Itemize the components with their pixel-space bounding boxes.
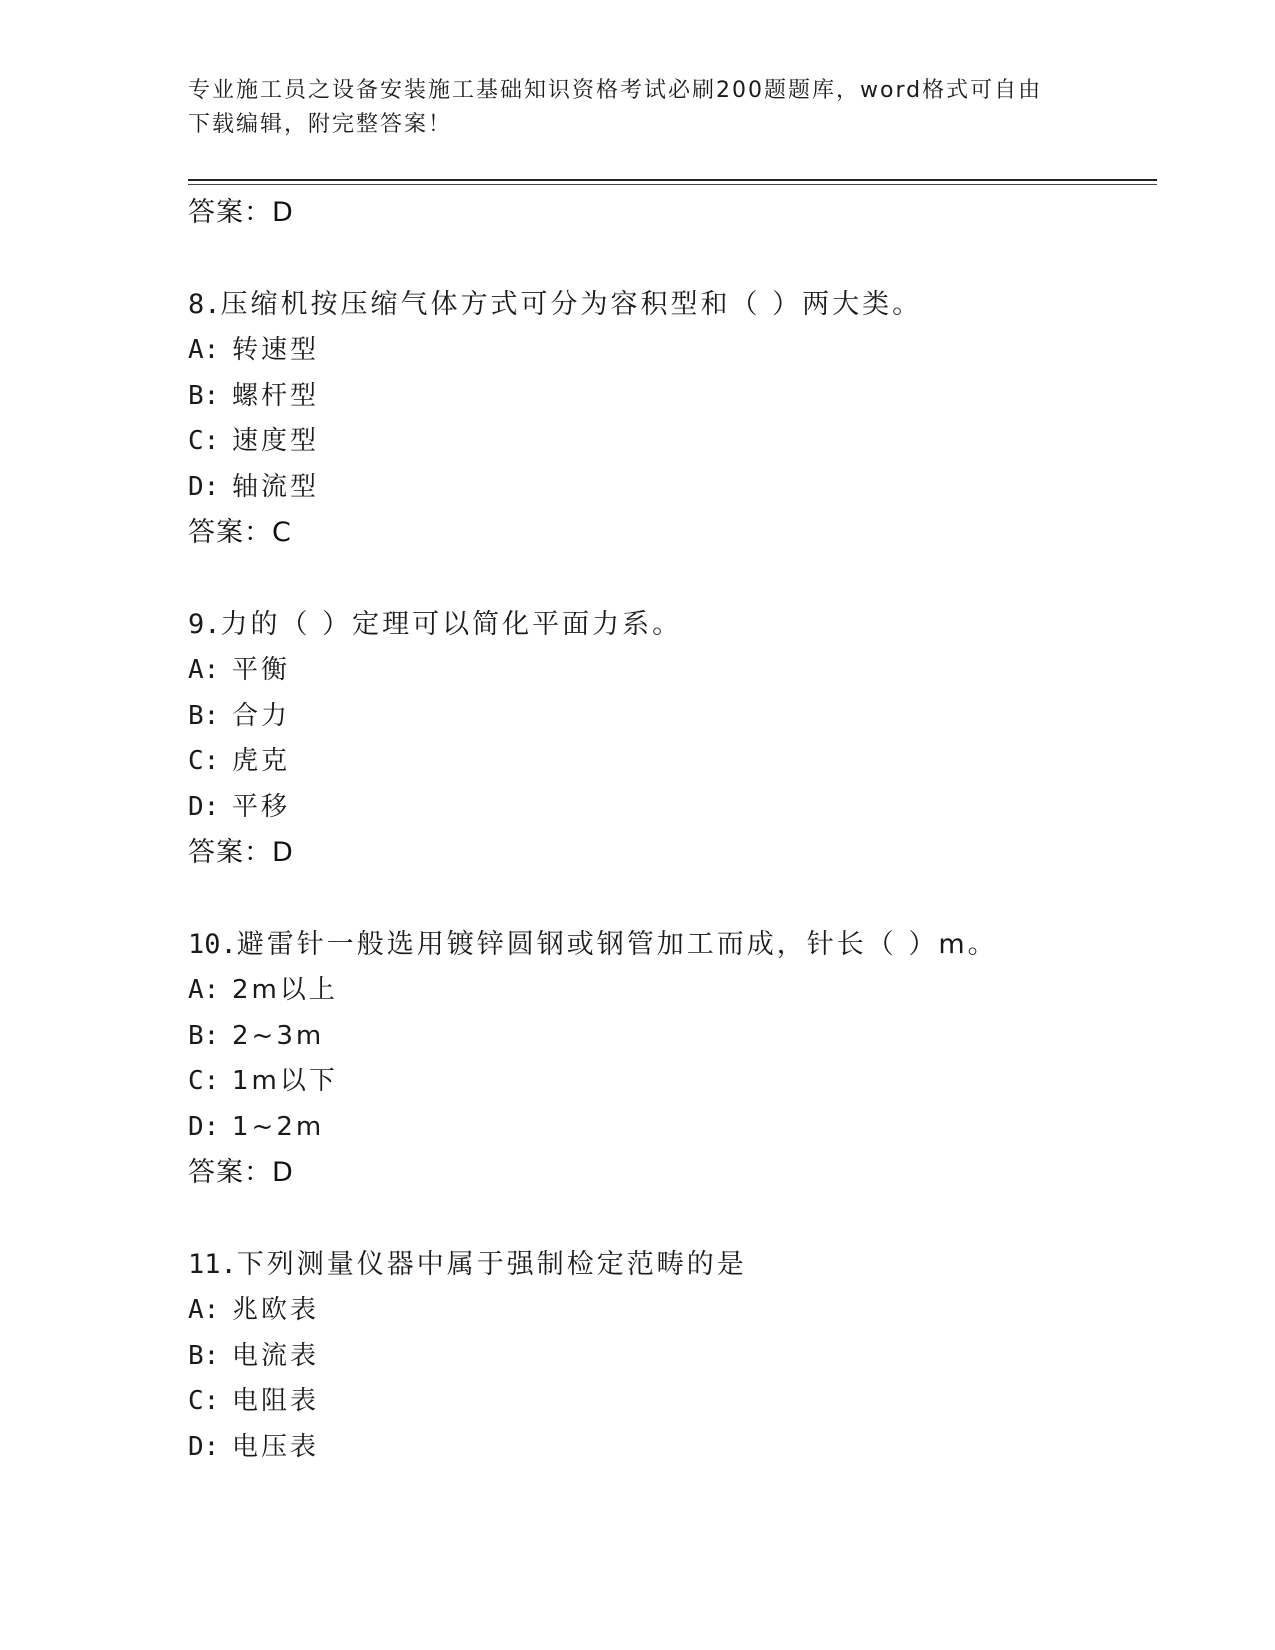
question-text <box>188 1242 1148 1288</box>
question-stem: 下列测量仪器中属于强制检定范畴的是 <box>236 1249 747 1280</box>
option-text: 兆欧表 <box>232 1295 320 1325</box>
option-text: 2~3m <box>232 1020 325 1051</box>
option-text: 平移 <box>232 791 291 822</box>
answer-option <box>188 1014 1148 1060</box>
option-text: 平衡 <box>232 655 291 685</box>
answer-option <box>188 1059 1148 1105</box>
option-text: 合力 <box>232 700 291 731</box>
answer-option <box>188 694 1148 740</box>
option-letter: B: <box>188 1340 220 1371</box>
option-letter: C: <box>188 426 220 456</box>
option-text: 虎克 <box>232 746 291 776</box>
answer-option <box>188 739 1148 785</box>
option-letter: D: <box>188 1111 220 1142</box>
option-letter: D: <box>188 471 220 502</box>
answer-key: 答案：D <box>188 1157 294 1188</box>
answer-option <box>188 1105 1148 1151</box>
option-letter: B: <box>188 700 220 731</box>
previous-answer: 答案：D <box>188 197 294 228</box>
option-letter: C: <box>188 746 220 776</box>
answer-option <box>188 328 1148 374</box>
option-letter: B: <box>188 380 220 411</box>
question-block <box>188 602 1148 876</box>
option-text: 轴流型 <box>232 471 320 502</box>
option-text: 电阻表 <box>232 1386 320 1416</box>
option-text: 转速型 <box>232 335 320 365</box>
question-stem: 力的（ ）定理可以简化平面力系。 <box>220 609 683 640</box>
question-number: 9. <box>188 609 221 640</box>
header-line-2: 下载编辑，附完整答案！ <box>188 112 453 137</box>
question-stem: 避雷针一般选用镀锌圆钢或钢管加工而成，针长（ ）m。 <box>236 929 998 960</box>
question-text <box>188 282 1148 328</box>
answer-option <box>188 1379 1148 1425</box>
header-divider-thin <box>188 184 1157 185</box>
answer-key: 答案：D <box>188 837 294 868</box>
option-letter: C: <box>188 1066 220 1096</box>
option-text: 电流表 <box>232 1340 320 1371</box>
option-text: 2m以上 <box>232 975 338 1005</box>
option-letter: D: <box>188 791 220 822</box>
document-header <box>188 74 1088 142</box>
option-letter: C: <box>188 1386 220 1416</box>
option-letter: A: <box>188 1295 220 1325</box>
answer-option <box>188 968 1148 1014</box>
answer-option <box>188 1334 1148 1380</box>
header-divider-thick <box>188 179 1157 181</box>
option-text: 1~2m <box>232 1111 325 1142</box>
option-letter: D: <box>188 1431 220 1462</box>
option-letter: B: <box>188 1020 220 1051</box>
option-text: 电压表 <box>232 1431 320 1462</box>
question-block <box>188 1242 1148 1470</box>
question-block <box>188 922 1148 1196</box>
question-stem: 压缩机按压缩气体方式可分为容积型和（ ）两大类。 <box>220 289 923 320</box>
answer-option <box>188 785 1148 831</box>
question-text <box>188 922 1148 968</box>
question-number: 11. <box>188 1249 237 1280</box>
answer-option <box>188 1425 1148 1471</box>
answer-option <box>188 648 1148 694</box>
question-number: 8. <box>188 289 221 320</box>
option-text: 螺杆型 <box>232 380 320 411</box>
answer-option <box>188 374 1148 420</box>
option-letter: A: <box>188 335 220 365</box>
option-text: 速度型 <box>232 426 320 456</box>
option-letter: A: <box>188 975 220 1005</box>
question-text <box>188 602 1148 648</box>
answer-option <box>188 419 1148 465</box>
answer-option <box>188 1288 1148 1334</box>
option-text: 1m以下 <box>232 1066 338 1096</box>
question-number: 10. <box>188 929 237 960</box>
option-letter: A: <box>188 655 220 685</box>
header-line-1: 专业施工员之设备安装施工基础知识资格考试必刷200题题库，word格式可自由 <box>188 78 1043 103</box>
question-block <box>188 282 1148 556</box>
answer-option <box>188 465 1148 511</box>
question-list <box>188 190 1148 1470</box>
answer-key: 答案：C <box>188 517 292 548</box>
